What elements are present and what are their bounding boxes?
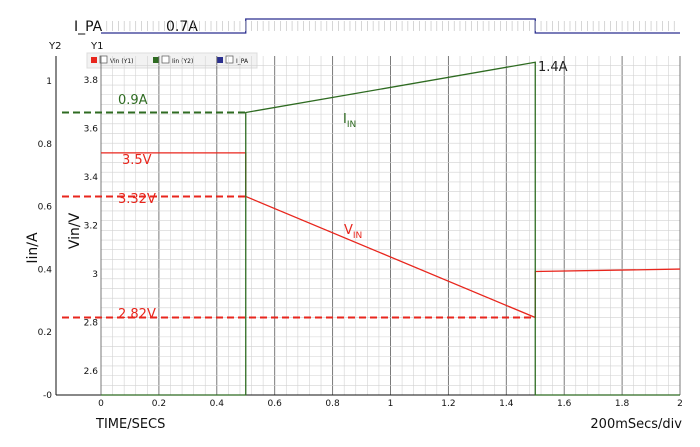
x-tick-label: 0.2 bbox=[151, 399, 167, 409]
x-tick-label: 1.6 bbox=[557, 399, 572, 409]
pulse-trace-area bbox=[74, 19, 680, 35]
y1-tick-label: 3.6 bbox=[83, 124, 98, 135]
x-tick-label: 2 bbox=[677, 399, 683, 409]
annotations bbox=[118, 60, 568, 322]
x-tick-label: 0.4 bbox=[209, 399, 224, 409]
x-tick-label: 1.8 bbox=[614, 399, 630, 409]
x-tick-label: 0 bbox=[98, 399, 104, 409]
y2-tick-label: -0 bbox=[43, 391, 52, 401]
reference-line-label: 2.82V bbox=[118, 307, 156, 322]
x-tick-label: 1.2 bbox=[441, 399, 456, 409]
legend-swatch bbox=[91, 57, 97, 63]
y1-tick-label: 3 bbox=[92, 269, 98, 280]
y2-axis-header: Y2 bbox=[49, 41, 62, 52]
legend-checkbox bbox=[226, 56, 233, 63]
y1-axis-label: Vin/V bbox=[67, 212, 83, 250]
x-tick-label: 1 bbox=[387, 399, 394, 409]
legend-swatch bbox=[153, 57, 159, 63]
annotation-text: 3.5V bbox=[122, 153, 152, 168]
y2-axis-label: Iin/A bbox=[25, 232, 41, 264]
legend-swatch bbox=[217, 57, 223, 63]
y2-tick-label: 0.2 bbox=[37, 328, 52, 339]
legend-entry-label: Iin (Y2) bbox=[172, 58, 194, 65]
annotation-subscript: IN bbox=[352, 231, 363, 241]
annotation-text: I bbox=[343, 112, 347, 127]
y1-tick-label: 3.4 bbox=[83, 173, 98, 184]
pulse-trace-value-label: 0.7A bbox=[166, 19, 198, 35]
grid bbox=[101, 56, 680, 395]
x-tick-label: 0.8 bbox=[325, 399, 340, 409]
y1-tick-label: 3.8 bbox=[83, 76, 98, 87]
annotation-label bbox=[538, 60, 568, 75]
annotation-label bbox=[343, 112, 356, 130]
x-tick-label: 1.4 bbox=[499, 399, 514, 409]
annotation-text: 1.4A bbox=[538, 60, 568, 75]
reference-line-label: 0.9A bbox=[118, 93, 148, 108]
x-axis-label: TIME/SECS bbox=[96, 417, 166, 432]
annotation-text: V bbox=[344, 223, 353, 238]
y1-axis-header: Y1 bbox=[91, 41, 104, 52]
axes bbox=[56, 56, 680, 395]
legend-entry-label: Vin (Y1) bbox=[110, 58, 134, 65]
tick-labels bbox=[38, 76, 683, 409]
annotation-subscript: IN bbox=[346, 120, 357, 130]
y2-tick-label: 0.4 bbox=[37, 265, 52, 276]
annotation-label bbox=[122, 153, 152, 168]
x-division-label: 200mSecs/div bbox=[590, 417, 682, 432]
pulse-trace-label: I_PA bbox=[74, 19, 103, 35]
legend-checkbox bbox=[162, 56, 169, 63]
y1-tick-label: 2.8 bbox=[83, 318, 98, 329]
y2-tick-label: 0.8 bbox=[37, 139, 52, 150]
legend-entry-label: I_PA bbox=[236, 58, 249, 65]
reference-line-label: 3.32V bbox=[118, 192, 156, 207]
y1-tick-label: 3.2 bbox=[83, 221, 98, 232]
x-tick-label: 0.6 bbox=[267, 399, 282, 409]
y1-tick-label: 2.6 bbox=[83, 366, 98, 377]
y2-tick-label: 1 bbox=[46, 77, 52, 88]
y2-tick-label: 0.6 bbox=[37, 202, 52, 213]
